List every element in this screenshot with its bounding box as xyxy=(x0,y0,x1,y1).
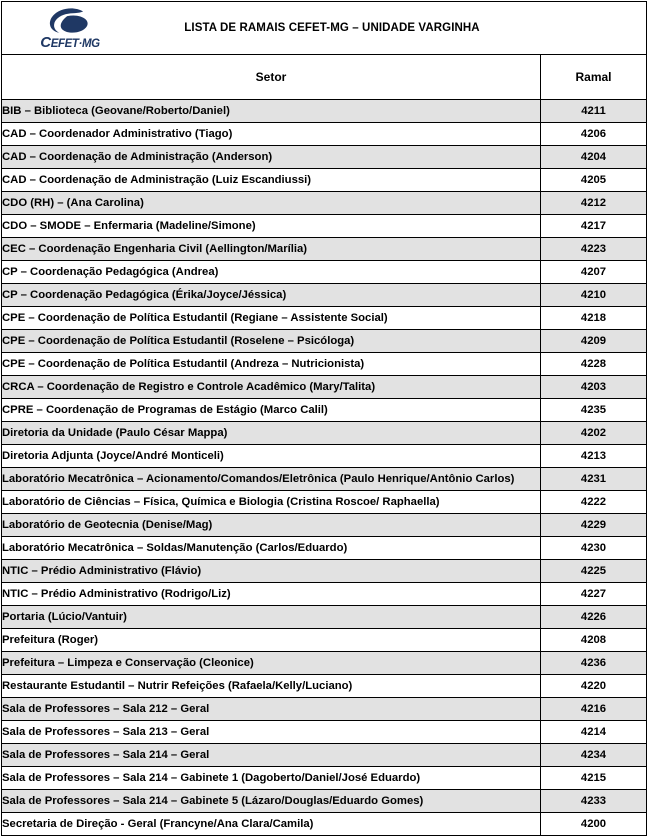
cell-ramal: 4213 xyxy=(541,445,647,468)
table-row xyxy=(2,215,647,238)
cell-ramal: 4212 xyxy=(541,192,647,215)
cell-setor: CRCA – Coordenação de Registro e Controle Acadêmico (Mary/Talita) xyxy=(2,376,541,399)
cell-setor: CAD – Coordenador Administrativo (Tiago) xyxy=(2,123,541,146)
cell-ramal: 4236 xyxy=(541,652,647,675)
table-row xyxy=(2,652,647,675)
cell-ramal: 4217 xyxy=(541,215,647,238)
cell-setor: CPE – Coordenação de Política Estudantil (Andreza – Nutricionista) xyxy=(2,353,541,376)
cell-ramal: 4209 xyxy=(541,330,647,353)
cell-ramal: 4225 xyxy=(541,560,647,583)
table-row xyxy=(2,284,647,307)
cell-setor: Sala de Professores – Sala 213 – Geral xyxy=(2,721,541,744)
cell-setor: CDO – SMODE – Enfermaria (Madeline/Simone) xyxy=(2,215,541,238)
cefet-mg-logo xyxy=(2,2,138,54)
cell-ramal: 4206 xyxy=(541,123,647,146)
cell-ramal: 4202 xyxy=(541,422,647,445)
cell-setor: Prefeitura – Limpeza e Conservação (Cleonice) xyxy=(2,652,541,675)
table-row xyxy=(2,123,647,146)
cell-setor: Diretoria da Unidade (Paulo César Mappa) xyxy=(2,422,541,445)
cell-ramal: 4205 xyxy=(541,169,647,192)
cell-ramal: 4200 xyxy=(541,813,647,836)
table-row xyxy=(2,422,647,445)
cell-setor: Sala de Professores – Sala 214 – Gabinete 1 (Dagoberto/Daniel/José Eduardo) xyxy=(2,767,541,790)
table-body xyxy=(2,2,647,836)
cell-ramal: 4214 xyxy=(541,721,647,744)
cell-ramal: 4207 xyxy=(541,261,647,284)
cell-ramal: 4230 xyxy=(541,537,647,560)
table-row xyxy=(2,721,647,744)
table-row xyxy=(2,537,647,560)
cell-setor: CP – Coordenação Pedagógica (Érika/Joyce/Jéssica) xyxy=(2,284,541,307)
table-row xyxy=(2,376,647,399)
column-header-row xyxy=(2,55,647,100)
cell-ramal: 4220 xyxy=(541,675,647,698)
table-row xyxy=(2,261,647,284)
table-row xyxy=(2,330,647,353)
cell-ramal: 4211 xyxy=(541,100,647,123)
table-row xyxy=(2,606,647,629)
cell-ramal: 4204 xyxy=(541,146,647,169)
cell-setor: Secretaria de Direção - Geral (Francyne/Ana Clara/Camila) xyxy=(2,813,541,836)
cell-ramal: 4218 xyxy=(541,307,647,330)
cell-setor: Sala de Professores – Sala 214 – Geral xyxy=(2,744,541,767)
page-title: LISTA DE RAMAIS CEFET-MG – UNIDADE VARGINHA xyxy=(184,22,480,34)
table-row xyxy=(2,238,647,261)
table-row xyxy=(2,744,647,767)
cell-setor: Prefeitura (Roger) xyxy=(2,629,541,652)
cell-setor: CPE – Coordenação de Política Estudantil (Roselene – Psicóloga) xyxy=(2,330,541,353)
cell-ramal: 4208 xyxy=(541,629,647,652)
table-row xyxy=(2,813,647,836)
document-page xyxy=(0,1,647,828)
table-row xyxy=(2,307,647,330)
cell-setor: Laboratório Mecatrônica – Acionamento/Comandos/Eletrônica (Paulo Henrique/Antônio Carlos) xyxy=(2,468,541,491)
table-row xyxy=(2,192,647,215)
table-row xyxy=(2,445,647,468)
cell-ramal: 4226 xyxy=(541,606,647,629)
cell-setor: Laboratório Mecatrônica – Soldas/Manutenção (Carlos/Eduardo) xyxy=(2,537,541,560)
cefet-mg-wordmark xyxy=(40,35,99,51)
cell-ramal: 4231 xyxy=(541,468,647,491)
cell-ramal: 4228 xyxy=(541,353,647,376)
cell-ramal: 4223 xyxy=(541,238,647,261)
cell-setor: Diretoria Adjunta (Joyce/André Monticeli) xyxy=(2,445,541,468)
cell-setor: NTIC – Prédio Administrativo (Rodrigo/Liz) xyxy=(2,583,541,606)
extension-list-table xyxy=(1,1,647,836)
title-row xyxy=(2,2,647,55)
cell-ramal: 4227 xyxy=(541,583,647,606)
cell-setor: CP – Coordenação Pedagógica (Andrea) xyxy=(2,261,541,284)
cell-setor: CPRE – Coordenação de Programas de Estágio (Marco Calil) xyxy=(2,399,541,422)
table-row xyxy=(2,583,647,606)
table-row xyxy=(2,399,647,422)
cell-ramal: 4216 xyxy=(541,698,647,721)
cell-ramal: 4229 xyxy=(541,514,647,537)
cell-ramal: 4222 xyxy=(541,491,647,514)
table-row xyxy=(2,675,647,698)
cell-ramal: 4203 xyxy=(541,376,647,399)
cell-setor: Sala de Professores – Sala 212 – Geral xyxy=(2,698,541,721)
cell-ramal: 4233 xyxy=(541,790,647,813)
table-row xyxy=(2,560,647,583)
table-row xyxy=(2,698,647,721)
table-row xyxy=(2,468,647,491)
cell-setor: CDO (RH) – (Ana Carolina) xyxy=(2,192,541,215)
cell-setor: Laboratório de Geotecnia (Denise/Mag) xyxy=(2,514,541,537)
table-row xyxy=(2,353,647,376)
wordmark-initial: C xyxy=(40,34,51,52)
cell-ramal: 4234 xyxy=(541,744,647,767)
table-row xyxy=(2,146,647,169)
wordmark-rest: EFET·MG xyxy=(50,38,100,51)
cell-setor: CAD – Coordenação de Administração (Luiz Escandiussi) xyxy=(2,169,541,192)
cell-setor: CAD – Coordenação de Administração (Anderson) xyxy=(2,146,541,169)
cell-setor: Sala de Professores – Sala 214 – Gabinete 5 (Lázaro/Douglas/Eduardo Gomes) xyxy=(2,790,541,813)
cell-setor: CEC – Coordenação Engenharia Civil (Aellington/Marília) xyxy=(2,238,541,261)
table-row xyxy=(2,790,647,813)
cell-setor: NTIC – Prédio Administrativo (Flávio) xyxy=(2,560,541,583)
title-cell xyxy=(2,2,647,55)
table-row xyxy=(2,100,647,123)
cell-ramal: 4215 xyxy=(541,767,647,790)
table-row xyxy=(2,514,647,537)
cefet-mg-logo-icon xyxy=(47,7,93,34)
cell-ramal: 4235 xyxy=(541,399,647,422)
column-header-ramal: Ramal xyxy=(541,55,647,100)
cell-setor: Restaurante Estudantil – Nutrir Refeições (Rafaela/Kelly/Luciano) xyxy=(2,675,541,698)
table-row xyxy=(2,169,647,192)
cell-setor: Laboratório de Ciências – Física, Química e Biologia (Cristina Roscoe/ Raphaella) xyxy=(2,491,541,514)
cell-setor: BIB – Biblioteca (Geovane/Roberto/Daniel) xyxy=(2,100,541,123)
cell-setor: CPE – Coordenação de Política Estudantil (Regiane – Assistente Social) xyxy=(2,307,541,330)
table-row xyxy=(2,767,647,790)
table-row xyxy=(2,629,647,652)
column-header-setor: Setor xyxy=(2,55,541,100)
cell-ramal: 4210 xyxy=(541,284,647,307)
cell-setor: Portaria (Lúcio/Vantuir) xyxy=(2,606,541,629)
table-row xyxy=(2,491,647,514)
